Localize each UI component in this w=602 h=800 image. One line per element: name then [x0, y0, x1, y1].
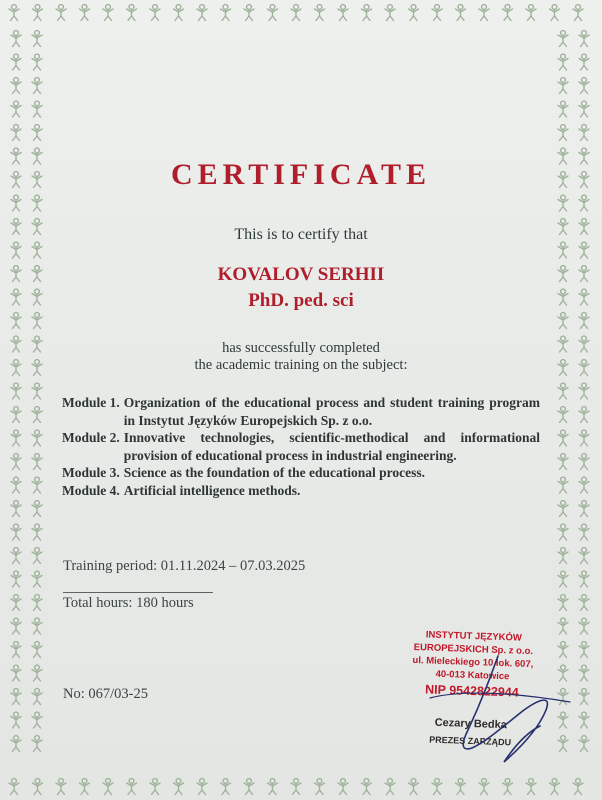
border-figure-icon [11, 101, 21, 117]
border-figure-icon [80, 779, 90, 795]
module-label: Module 2. [62, 430, 120, 445]
stamp-city: 40-013 Katowice [435, 668, 510, 683]
border-figure-icon [11, 571, 21, 587]
border-figure-icon [558, 78, 568, 94]
border-figure-icon [558, 195, 568, 211]
border-figure-icon [362, 779, 372, 795]
border-figure-icon [32, 477, 42, 493]
border-figure-icon [526, 779, 536, 795]
border-figure-icon [32, 524, 42, 540]
module-label: Module 1. [62, 395, 120, 410]
border-figure-icon [80, 5, 90, 21]
border-figure-icon [32, 195, 42, 211]
border-figure-icon [362, 5, 372, 21]
border-figure-icon [573, 779, 583, 795]
border-figure-icon [174, 779, 184, 795]
module-text: Organization of the educational process and student training program in Instytut Języków Europejskich Sp. z o.o. [123, 395, 540, 428]
border-figure-icon [32, 78, 42, 94]
border-figure-icon [385, 779, 395, 795]
border-figure-icon [32, 383, 42, 399]
border-figure-icon [11, 477, 21, 493]
certificate-title: CERTIFICATE [170, 158, 432, 191]
stamp-person: Cezary Bedka [434, 716, 508, 732]
border-figure-icon [127, 5, 137, 21]
border-figure-icon [32, 642, 42, 658]
border-figure-icon [338, 779, 348, 795]
border-figure-icon [558, 242, 568, 258]
recipient-name: KOVALOV SERHII [217, 264, 385, 285]
border-figure-icon [11, 78, 21, 94]
module-label: Module 4. [62, 482, 120, 498]
module-item [62, 429, 540, 464]
border-figure-icon [579, 736, 589, 752]
border-figure-icon [11, 712, 21, 728]
border-figure-icon [579, 665, 589, 681]
border-figure-icon [579, 571, 589, 587]
border-figure-icon [558, 383, 568, 399]
border-figure-icon [150, 5, 160, 21]
border-figure-icon [9, 5, 19, 21]
border-figure-icon [11, 313, 21, 329]
border-figure-icon [103, 5, 113, 21]
border-figure-icon [579, 595, 589, 611]
border-figure-icon [11, 501, 21, 517]
border-figure-icon [32, 736, 42, 752]
border-figure-icon [32, 242, 42, 258]
border-figure-icon [550, 5, 560, 21]
border-figure-icon [32, 618, 42, 634]
completion-statement-line1: has successfully completed [222, 340, 380, 356]
border-figure-icon [11, 736, 21, 752]
border-figure-icon [32, 548, 42, 564]
border-figure-icon [579, 712, 589, 728]
total-hours: Total hours: 180 hours [63, 595, 194, 611]
border-figure-icon [558, 571, 568, 587]
border-figure-icon [11, 125, 21, 141]
border-figure-icon [526, 5, 536, 21]
border-figure-icon [197, 5, 207, 21]
border-figure-icon [558, 313, 568, 329]
border-figure-icon [221, 779, 231, 795]
border-figure-icon [9, 779, 19, 795]
certificate-number: No: 067/03-25 [63, 686, 148, 702]
recipient-degree: PhD. ped. sci [248, 290, 354, 311]
border-figure-icon [32, 665, 42, 681]
border-figure-icon [11, 407, 21, 423]
border-figure-icon [432, 5, 442, 21]
module-label: Module 3. [62, 465, 120, 480]
border-figure-icon [32, 125, 42, 141]
border-figure-icon [558, 477, 568, 493]
border-figure-icon [291, 5, 301, 21]
border-figure-icon [11, 548, 21, 564]
border-figure-icon [56, 5, 66, 21]
stamp-nip: NIP 9542822944 [424, 682, 519, 700]
border-figure-icon [558, 31, 568, 47]
border-figure-icon [579, 195, 589, 211]
border-figure-icon [174, 5, 184, 21]
border-figure-icon [579, 31, 589, 47]
border-figure-icon [550, 779, 560, 795]
border-figure-icon [579, 477, 589, 493]
border-figure-icon [11, 689, 21, 705]
border-figure-icon [558, 595, 568, 611]
border-figure-icon [32, 595, 42, 611]
border-figure-icon [32, 689, 42, 705]
border-figure-icon [33, 5, 43, 21]
border-figure-icon [291, 779, 301, 795]
handwritten-signature [420, 638, 580, 778]
border-figure-icon [103, 779, 113, 795]
border-figure-icon [56, 779, 66, 795]
border-figure-icon [150, 779, 160, 795]
border-figure-icon [558, 548, 568, 564]
border-figure-icon [579, 430, 589, 446]
border-figure-icon [409, 5, 419, 21]
border-figure-icon [32, 501, 42, 517]
stamp-street: ul. Mieleckiego 10 lok. 607, [412, 654, 534, 671]
stamp-company-name: INSTYTUT JĘZYKÓW EUROPEJSKICH Sp. z o.o. [413, 629, 534, 658]
border-figure-icon [127, 779, 137, 795]
module-item [62, 464, 540, 482]
border-figure-icon [33, 779, 43, 795]
border-figure-icon [579, 125, 589, 141]
border-figure-icon [315, 779, 325, 795]
border-figure-icon [32, 571, 42, 587]
module-item [62, 394, 540, 429]
border-figure-icon [579, 54, 589, 70]
border-figure-icon [479, 5, 489, 21]
border-figure-icon [11, 595, 21, 611]
border-figure-icon [579, 548, 589, 564]
border-figure-icon [579, 689, 589, 705]
border-figure-icon [558, 618, 568, 634]
border-figure-icon [432, 779, 442, 795]
border-figure-icon [11, 524, 21, 540]
border-figure-icon [315, 5, 325, 21]
border-figure-icon [11, 430, 21, 446]
certify-intro: This is to certify that [234, 226, 368, 243]
border-figure-icon [338, 5, 348, 21]
border-figure-icon [579, 383, 589, 399]
border-figure-icon [573, 5, 583, 21]
module-text: Innovative technologies, scientific-methodical and informational provision of educational process in industrial engineering. [123, 430, 540, 463]
border-figure-icon [268, 5, 278, 21]
border-figure-icon [244, 5, 254, 21]
border-figure-icon [579, 524, 589, 540]
border-figure-icon [32, 54, 42, 70]
border-figure-icon [479, 779, 489, 795]
module-text: Artificial intelligence methods. [123, 482, 301, 498]
border-figure-icon [409, 779, 419, 795]
border-figure-icon [11, 642, 21, 658]
border-figure-icon [579, 407, 589, 423]
stamp-role: PREZES ZARZĄDU [429, 734, 512, 748]
border-figure-icon [558, 125, 568, 141]
completion-statement-line2: the academic training on the subject: [194, 357, 408, 373]
border-figure-icon [579, 642, 589, 658]
border-figure-icon [558, 54, 568, 70]
border-figure-icon [456, 779, 466, 795]
border-figure-icon [11, 665, 21, 681]
border-figure-icon [32, 313, 42, 329]
border-figure-icon [221, 5, 231, 21]
border-figure-icon [579, 78, 589, 94]
border-figure-icon [503, 779, 513, 795]
border-figure-icon [32, 454, 42, 470]
border-figure-icon [244, 779, 254, 795]
module-text: Science as the foundation of the educational process. [123, 465, 426, 480]
border-figure-icon [579, 501, 589, 517]
border-figure-icon [11, 383, 21, 399]
border-figure-icon [558, 101, 568, 117]
border-figure-icon [11, 618, 21, 634]
border-figure-icon [558, 501, 568, 517]
border-figure-icon [32, 407, 42, 423]
border-figure-icon [456, 5, 466, 21]
border-figure-icon [503, 5, 513, 21]
border-figure-icon [579, 313, 589, 329]
border-figure-icon [11, 195, 21, 211]
border-figure-icon [268, 779, 278, 795]
border-figure-icon [558, 454, 568, 470]
training-period: Training period: 01.11.2024 – 07.03.2025 [63, 558, 306, 574]
border-figure-icon [385, 5, 395, 21]
border-figure-icon [558, 430, 568, 446]
border-figure-icon [11, 454, 21, 470]
border-figure-icon [32, 430, 42, 446]
divider [63, 592, 213, 593]
border-figure-icon [579, 101, 589, 117]
border-figure-icon [579, 618, 589, 634]
border-figure-icon [11, 31, 21, 47]
border-figure-icon [558, 524, 568, 540]
border-figure-icon [558, 407, 568, 423]
border-figure-icon [11, 54, 21, 70]
border-figure-icon [11, 242, 21, 258]
border-figure-icon [32, 101, 42, 117]
module-item [62, 482, 540, 500]
border-figure-icon [579, 242, 589, 258]
border-figure-icon [197, 779, 207, 795]
module-list [62, 394, 540, 499]
border-figure-icon [579, 454, 589, 470]
border-figure-icon [32, 31, 42, 47]
border-figure-icon [32, 712, 42, 728]
